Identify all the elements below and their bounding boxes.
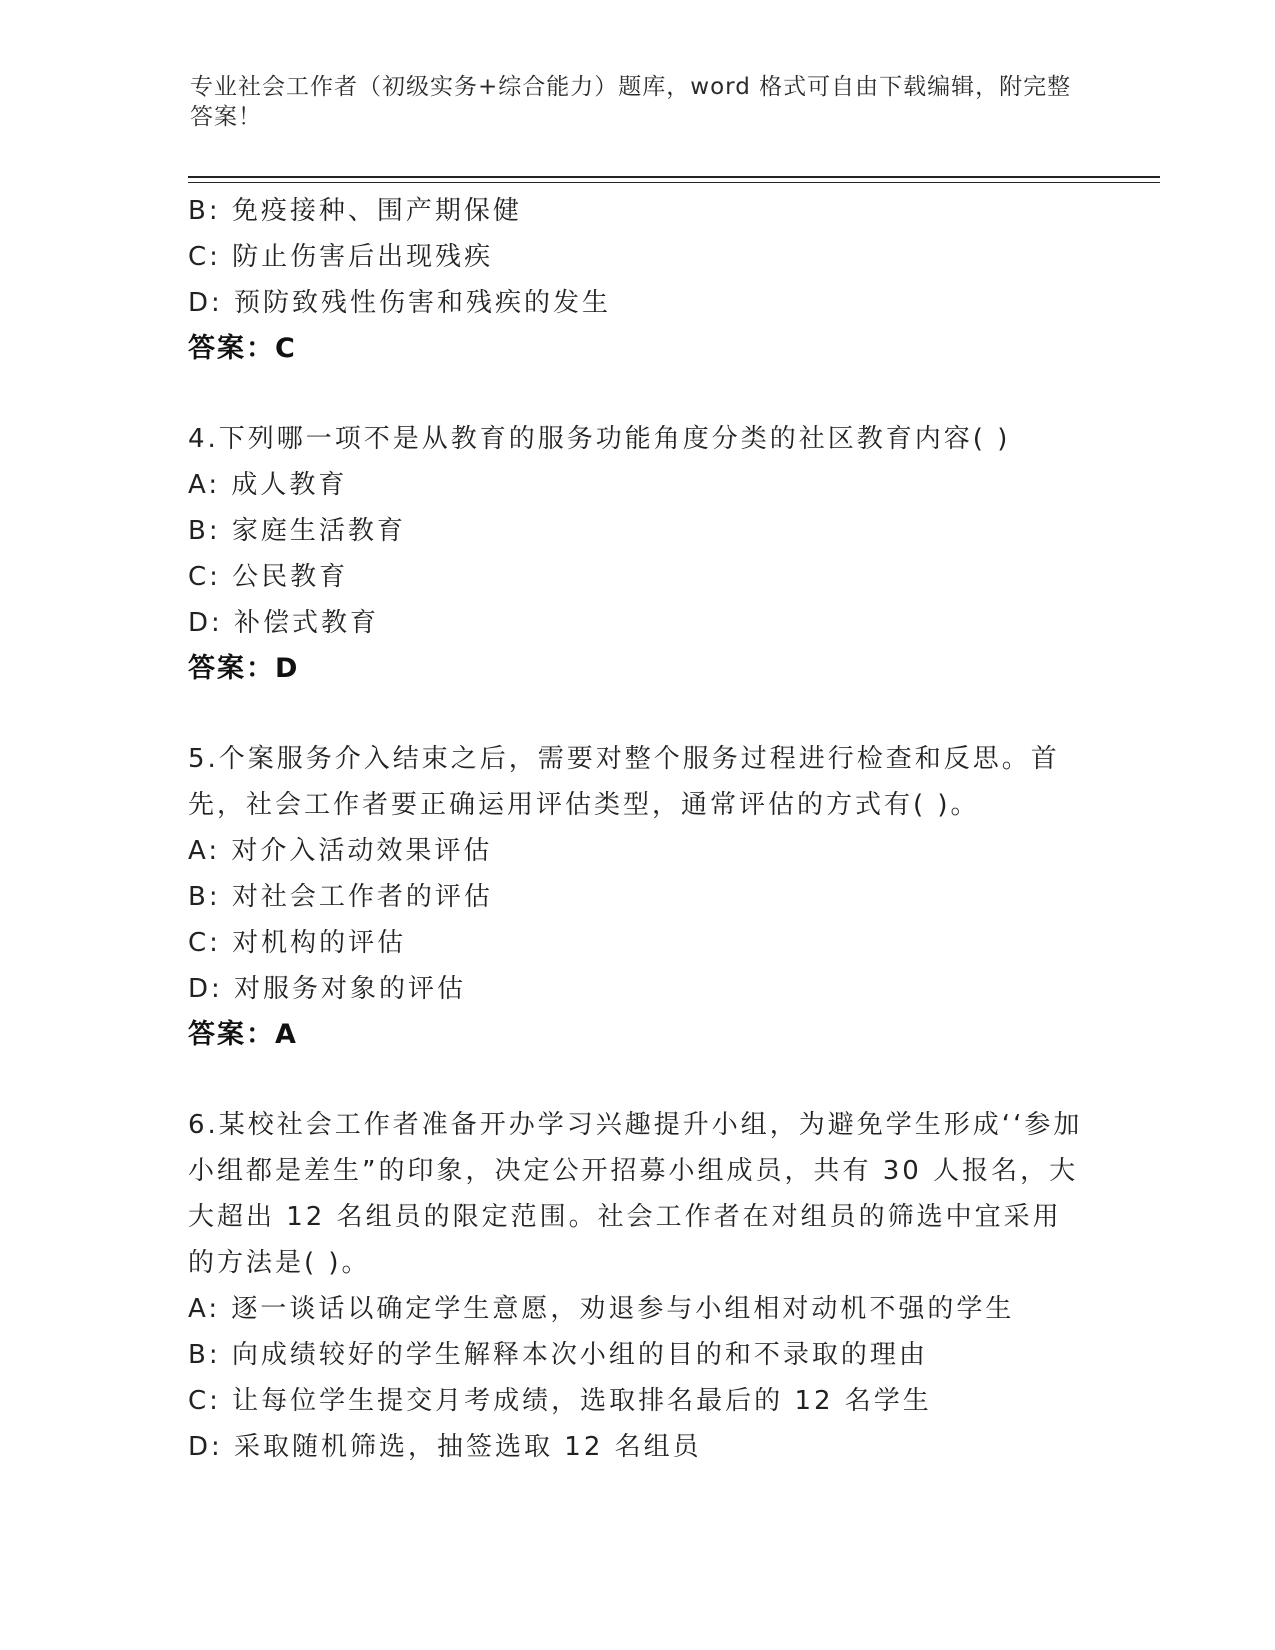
header-divider-thin (188, 182, 1160, 183)
option-d: D: 预防致残性伤害和残疾的发生 (188, 288, 612, 318)
document-header: 专业社会工作者（初级实务+综合能力）题库，word 格式可自由下载编辑，附完整答案！ (190, 74, 1072, 130)
option-b: B: 向成绩较好的学生解释本次小组的目的和不录取的理由 (188, 1340, 928, 1370)
option-b: B: 对社会工作者的评估 (188, 882, 493, 912)
question-block-6 (188, 1102, 1088, 1470)
option-b: B: 免疫接种、围产期保健 (188, 196, 522, 226)
question-block-4 (188, 416, 1088, 692)
answer-line: 答案：D (188, 653, 300, 684)
option-a: A: 成人教育 (188, 470, 348, 500)
question-stem: 6.某校社会工作者准备开办学习兴趣提升小组，为避免学生形成‘‘参加小组都是差生”的印象，决定公开招募小组成员，共有 30 人报名，大大超出 12 名组员的限定范围。社会工作者在对组员的筛选中宜采用的方法是( )。 (188, 1110, 1083, 1278)
question-list (188, 188, 1088, 1470)
option-d: D: 补偿式教育 (188, 608, 380, 638)
option-d: D: 采取随机筛选，抽签选取 12 名组员 (188, 1432, 702, 1462)
option-c: C: 公民教育 (188, 562, 349, 592)
option-c: C: 防止伤害后出现残疾 (188, 242, 494, 272)
header-divider (188, 176, 1160, 178)
option-c: C: 对机构的评估 (188, 928, 407, 958)
question-stem: 5.个案服务介入结束之后，需要对整个服务过程进行检查和反思。首先，社会工作者要正确运用评估类型，通常评估的方式有( )。 (188, 744, 1060, 820)
option-c: C: 让每位学生提交月考成绩，选取排名最后的 12 名学生 (188, 1386, 932, 1416)
option-a: A: 对介入活动效果评估 (188, 836, 493, 866)
question-block-5 (188, 736, 1088, 1058)
option-a: A: 逐一谈话以确定学生意愿，劝退参与小组相对动机不强的学生 (188, 1294, 1015, 1324)
option-b: B: 家庭生活教育 (188, 516, 406, 546)
question-block-3-continued (188, 188, 1088, 372)
answer-line: 答案：A (188, 1019, 298, 1050)
question-stem: 4.下列哪一项不是从教育的服务功能角度分类的社区教育内容( ) (188, 424, 1011, 454)
option-d: D: 对服务对象的评估 (188, 974, 467, 1004)
answer-line: 答案：C (188, 333, 297, 364)
